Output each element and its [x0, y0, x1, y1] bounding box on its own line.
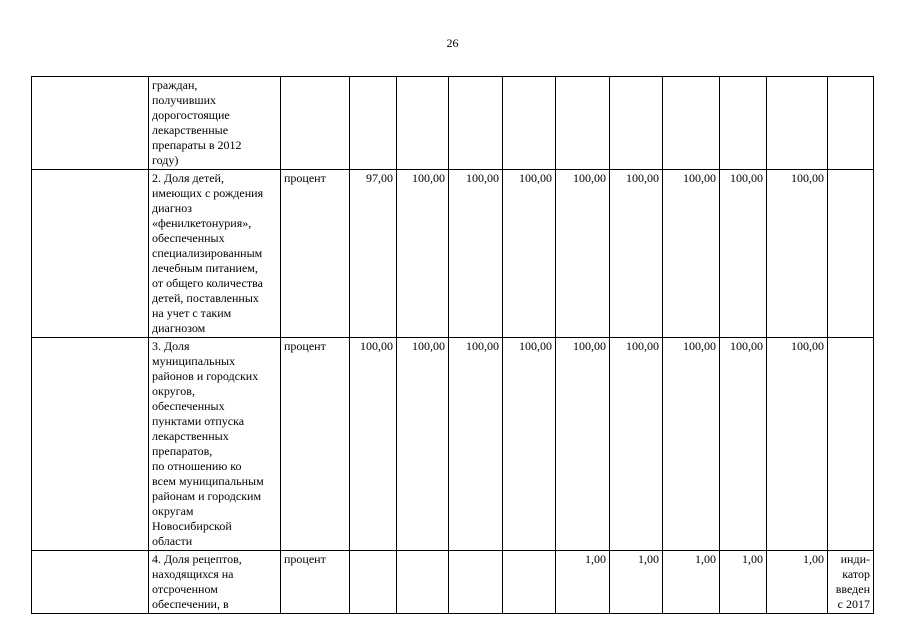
table-row	[32, 551, 874, 614]
indicator-name: 4. Доля рецептов, находящихся на отсроченном обеспечении, в	[149, 551, 281, 614]
value-cell: 100,00	[720, 170, 767, 338]
value-cell: 100,00	[610, 338, 663, 551]
value-cell: 100,00	[767, 170, 828, 338]
value-cell: 100,00	[556, 170, 610, 338]
section-cell	[32, 338, 149, 551]
unit-cell: процент	[281, 338, 350, 551]
note-cell	[828, 77, 874, 170]
value-cell: 100,00	[720, 338, 767, 551]
indicator-name: 3. Доля муниципальных районов и городских округов, обеспеченных пунктами отпуска лекарственных препаратов, по отношению ко всем муниципальным районам и городским округам Новосибирской области	[149, 338, 281, 551]
value-cell: 100,00	[663, 338, 720, 551]
table-row	[32, 77, 874, 170]
value-cell: 1,00	[720, 551, 767, 614]
value-cell: 100,00	[610, 170, 663, 338]
note-cell: инди- катор введен с 2017	[828, 551, 874, 614]
indicator-name: 2. Доля детей, имеющих с рождения диагноз «фенилкетонурия», обеспеченных специализированным лечебным питанием, от общего количества детей, поставленных на учет с таким диагнозом	[149, 170, 281, 338]
section-cell	[32, 170, 149, 338]
value-cell: 1,00	[556, 551, 610, 614]
section-cell	[32, 551, 149, 614]
value-cell: 100,00	[503, 170, 556, 338]
note-cell	[828, 170, 874, 338]
value-cell	[720, 77, 767, 170]
unit-cell	[281, 77, 350, 170]
value-cell	[767, 77, 828, 170]
value-cell: 1,00	[767, 551, 828, 614]
table-row	[32, 170, 874, 338]
value-cell	[556, 77, 610, 170]
value-cell	[449, 77, 503, 170]
indicators-table	[31, 76, 874, 614]
value-cell: 97,00	[350, 170, 397, 338]
value-cell	[503, 77, 556, 170]
value-cell	[397, 77, 449, 170]
value-cell: 1,00	[610, 551, 663, 614]
value-cell	[610, 77, 663, 170]
table-row	[32, 338, 874, 551]
value-cell: 100,00	[767, 338, 828, 551]
value-cell	[449, 551, 503, 614]
value-cell: 100,00	[449, 338, 503, 551]
value-cell: 100,00	[556, 338, 610, 551]
value-cell: 100,00	[449, 170, 503, 338]
page-number: 26	[446, 36, 459, 50]
value-cell	[663, 77, 720, 170]
value-cell: 100,00	[397, 338, 449, 551]
value-cell	[350, 551, 397, 614]
value-cell: 100,00	[503, 338, 556, 551]
value-cell	[397, 551, 449, 614]
value-cell: 100,00	[350, 338, 397, 551]
indicator-name: граждан, получивших дорогостоящие лекарственные препараты в 2012 году)	[149, 77, 281, 170]
note-cell	[828, 338, 874, 551]
value-cell: 100,00	[397, 170, 449, 338]
value-cell	[350, 77, 397, 170]
value-cell: 100,00	[663, 170, 720, 338]
section-cell	[32, 77, 149, 170]
value-cell: 1,00	[663, 551, 720, 614]
unit-cell: процент	[281, 170, 350, 338]
value-cell	[503, 551, 556, 614]
unit-cell: процент	[281, 551, 350, 614]
